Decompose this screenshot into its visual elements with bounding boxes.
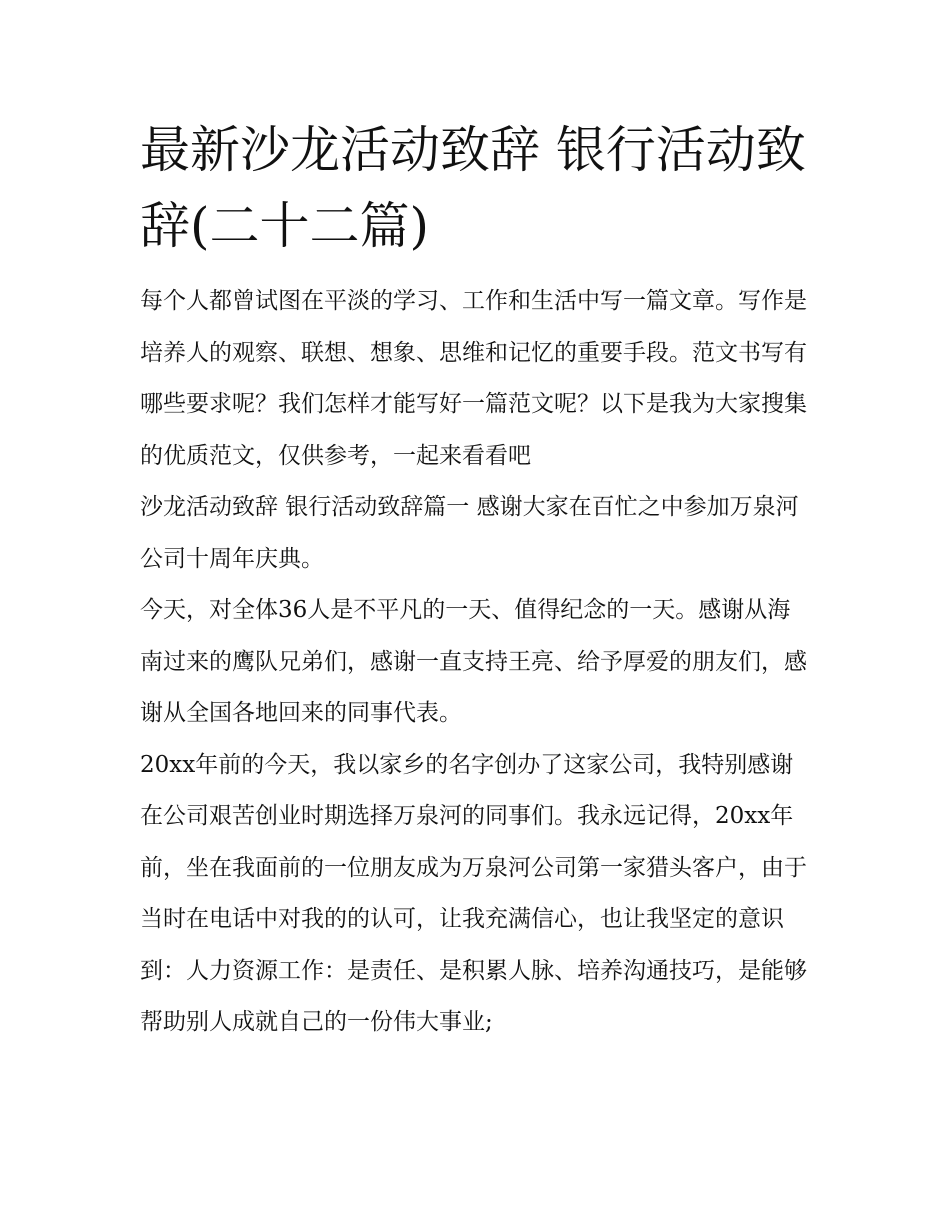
intro-paragraph: 每个人都曾试图在平淡的学习、工作和生活中写一篇文章。写作是培养人的观察、联想、想象、思维和记忆的重要手段。范文书写有哪些要求呢？我们怎样才能写好一篇范文呢？以下是我为大家搜集的优质范文，仅供参考，一起来看看吧	[140, 288, 807, 469]
body-paragraph: 今天，对全体36人是不平凡的一天、值得纪念的一天。感谢从海南过来的鹰队兄弟们，感谢一直支持王亮、给予厚爱的朋友们，感谢从全国各地回来的同事代表。	[140, 597, 807, 726]
document-body	[140, 276, 812, 1049]
body-paragraph: 20xx年前的今天，我以家乡的名字创办了这家公司，我特别感谢在公司艰苦创业时期选择万泉河的同事们。我永远记得，20xx年前，坐在我面前的一位朋友成为万泉河公司第一家猎头客户，由于当时在电话中对我的的认可，让我充满信心，也让我坚定的意识到：人力资源工作：是责任、是积累人脉、培养沟通技巧，是能够帮助别人成就自己的一份伟大事业;	[140, 751, 807, 1035]
document-title: 最新沙龙活动致辞 银行活动致辞(二十二篇)	[140, 121, 806, 255]
document-content	[140, 112, 812, 1049]
body-paragraph: 沙龙活动致辞 银行活动致辞篇一 感谢大家在百忙之中参加万泉河公司十周年庆典。	[140, 494, 799, 572]
